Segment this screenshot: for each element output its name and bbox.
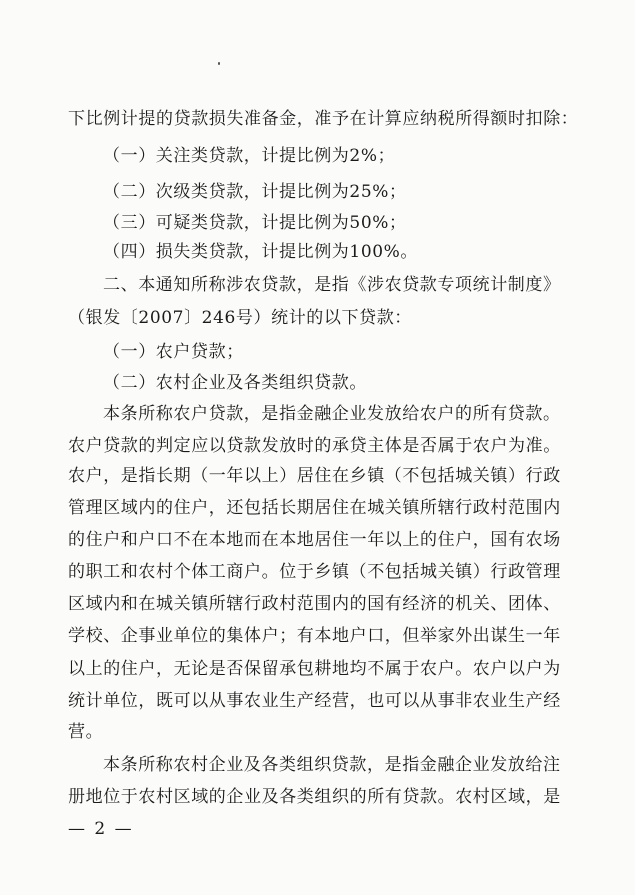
page-number: — 2 — (68, 819, 134, 839)
text-line-1: 下比例计提的贷款损失准备金，准予在计算应纳税所得额时扣除： (68, 109, 579, 129)
text-line-16: 区域内和在城关镇所辖行政村范围内的国有经济的机关、团体、 (68, 594, 561, 614)
text-line-9: （二）农村企业及各类组织贷款。 (103, 373, 367, 393)
text-line-10: 本条所称农户贷款，是指金融企业发放给农户的所有贷款。 (103, 404, 561, 424)
text-line-12: 农户，是指长期（一年以上）居住在乡镇（不包括城关镇）行政 (68, 466, 561, 486)
text-line-17: 学校、企事业单位的集体户；有本地户口，但举家外出谋生一年 (68, 626, 561, 646)
text-line-21: 本条所称农村企业及各类组织贷款，是指金融企业发放给注 (103, 755, 561, 775)
text-line-8: （一）农户贷款； (103, 342, 244, 362)
text-line-20: 营。 (68, 722, 104, 742)
text-line-2: （一）关注类贷款，计提比例为2%； (103, 146, 396, 166)
text-line-13: 管理区域内的住户，还包括长期居住在城关镇所辖行政村范围内 (68, 498, 561, 518)
text-line-11: 农户贷款的判定应以贷款发放时的承贷主体是否属于农户为准。 (68, 436, 561, 456)
text-line-15: 的职工和农村个体工商户。位于乡镇（不包括城关镇）行政管理 (68, 562, 561, 582)
text-line-14: 的住户和户口不在本地而在本地居住一年以上的住户，国有农场 (68, 530, 561, 550)
text-line-3: （二）次级类贷款，计提比例为25%； (103, 182, 407, 202)
text-line-6: 二、本通知所称涉农贷款，是指《涉农贷款专项统计制度》 (103, 275, 561, 295)
text-line-5: （四）损失类贷款，计提比例为100%。 (103, 242, 419, 262)
text-line-19: 统计单位，既可以从事农业生产经营，也可以从事非农业生产经 (68, 691, 561, 711)
text-line-4: （三）可疑类贷款，计提比例为50%； (103, 213, 407, 233)
text-line-22: 册地位于农村区域的企业及各类组织的所有贷款。农村区域，是 (68, 787, 561, 807)
text-line-18: 以上的住户，无论是否保留承包耕地均不属于农户。农户以户为 (68, 659, 561, 679)
text-line-7: （银发〔2007〕246号）统计的以下贷款： (68, 308, 412, 328)
scan-speck (218, 62, 220, 65)
